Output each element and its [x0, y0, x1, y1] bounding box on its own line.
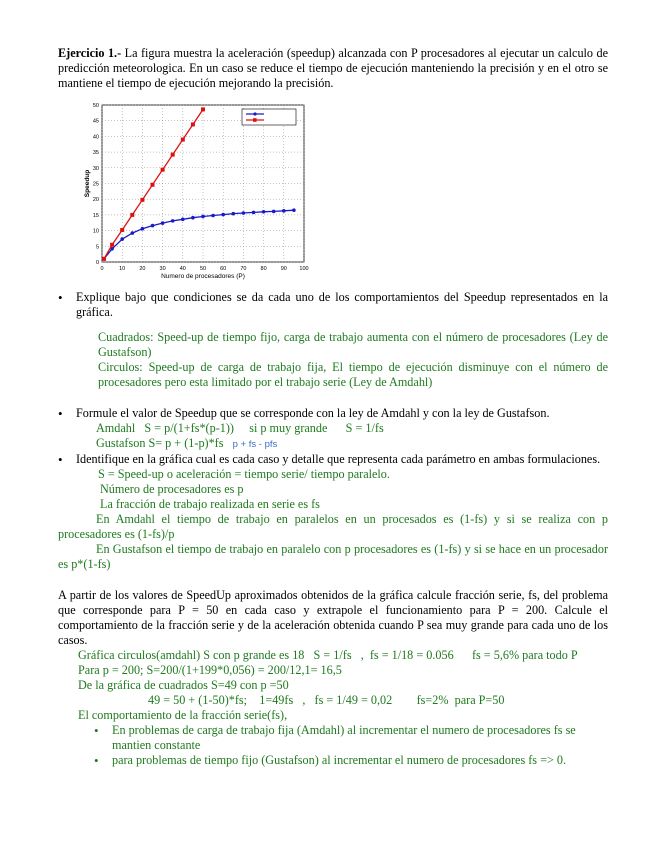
data-point — [110, 243, 114, 247]
question-2-text: Formule el valor de Speedup que se corresponde con la ley de Amdahl y con la ley de Gustafson. — [76, 406, 550, 420]
x-tick-label: 20 — [139, 266, 146, 272]
list-item-text: En problemas de carga de trabajo fija (Amdahl) al incrementar el numero de procesadores fs se mantien constante — [112, 723, 576, 752]
data-point — [252, 211, 256, 215]
data-point — [262, 210, 266, 214]
question-1 — [58, 290, 608, 320]
data-point — [151, 183, 155, 187]
x-tick-label: 40 — [179, 266, 186, 272]
list-item-text: para problemas de tiempo fijo (Gustafson) al incrementar el numero de procesadores fs => 0. — [112, 753, 567, 767]
data-point — [191, 122, 195, 126]
answer-p200: Para p = 200; S=200/(1+199*0,056) = 200/12,1= 16,5 — [78, 663, 342, 677]
y-tick-label: 20 — [92, 197, 99, 204]
data-point — [282, 209, 286, 213]
y-tick-label: 40 — [92, 134, 99, 141]
data-point — [211, 214, 215, 218]
answer-cuadrados: Cuadrados: Speed-up de tiempo fijo, carga de trabajo aumenta con el número de procesadores (Ley de Gustafson) — [98, 330, 608, 359]
list-item — [94, 723, 608, 753]
question-1-text: Explique bajo que condiciones se da cada uno de los comportamientos del Speedup representados en la gráfica. — [76, 290, 608, 319]
data-point — [221, 213, 225, 217]
x-tick-label: 0 — [100, 266, 104, 272]
y-tick-label: 0 — [95, 260, 99, 266]
y-tick-label: 50 — [92, 103, 99, 109]
data-point — [161, 168, 165, 172]
data-point — [292, 208, 296, 212]
gustafson-line — [96, 436, 608, 452]
list-item — [94, 753, 608, 768]
x-tick-label: 50 — [199, 266, 207, 272]
answer-amdahl-detail: En Amdahl el tiempo de trabajo en paralelos en un procesados es (1-fs) y si se realiza con p procesadores es (1-fs)/p — [58, 512, 608, 541]
answer-processors-def: Número de procesadores es p — [100, 482, 244, 496]
question-3 — [58, 452, 608, 467]
data-point — [151, 224, 155, 228]
gustafson-note: p + fs - pfs — [232, 439, 278, 450]
data-point — [272, 210, 276, 214]
question-2 — [58, 406, 608, 421]
answer-fs-behaviour: El comportamiento de la fracción serie(fs), — [78, 708, 288, 722]
y-axis-label: Speedup — [84, 169, 91, 198]
data-point — [181, 138, 185, 142]
data-point — [140, 198, 144, 202]
exercise-intro-text: La figura muestra la aceleración (speedup) alcanzada con P procesadores al ejecutar un calculo de predicción meteorologica. En un caso se reduce el tiempo de ejecución manteniendo la precisión y en el otro se mantiene el tiempo de ejecución mejorando la precisión. — [58, 46, 608, 90]
data-point — [102, 257, 106, 261]
x-tick-label: 30 — [159, 266, 166, 272]
bullet-icon: • — [94, 723, 99, 738]
legend-box — [242, 109, 296, 125]
bullet-icon: • — [94, 753, 99, 768]
data-point — [161, 221, 165, 225]
answer-cuadrados-s: De la gráfica de cuadrados S=49 con p =50 — [78, 678, 289, 692]
y-tick-label: 30 — [92, 165, 99, 172]
exercise-intro — [58, 46, 608, 91]
x-tick-label: 90 — [280, 266, 287, 272]
question-4-text: A partir de los valores de SpeedUp aproximados obtenidos de la gráfica calcule fracción serie, fs, del problema que corresponde para P = 50 en cada caso y extrapole el funcionamiento para P = 200. Calcule el comportamiento de la fracción serie y de la aceleración obtenida cuando P sea muy grande para cada uno de los casos. — [58, 588, 608, 647]
data-point — [120, 228, 124, 232]
exercise-heading: Ejercicio 1.- — [58, 46, 122, 60]
x-tick-label: 80 — [260, 266, 267, 272]
legend-marker — [253, 112, 256, 115]
x-tick-label: 70 — [240, 266, 247, 272]
bullet-icon: • — [58, 406, 63, 421]
answer-cuadrados-fs: 49 = 50 + (1-50)*fs; 1=49fs , fs = 1/49 = 0,02 fs=2% para P=50 — [148, 693, 505, 707]
data-point — [201, 107, 205, 111]
bullet-icon: • — [58, 290, 63, 305]
x-tick-label: 10 — [119, 266, 126, 272]
data-point — [131, 231, 135, 235]
answer-gustafson-detail: En Gustafson el tiempo de trabajo en paralelo con p procesadores es (1-fs) y si se hace en un procesador es p*(1-fs) — [58, 542, 608, 571]
y-tick-label: 5 — [95, 244, 99, 251]
y-tick-label: 10 — [92, 228, 99, 235]
x-tick-label: 100 — [299, 266, 309, 272]
data-point — [171, 219, 175, 223]
answer-fs-def: La fracción de trabajo realizada en serie es fs — [100, 497, 320, 511]
amdahl-formula: Amdahl S = p/(1+fs*(p-1)) si p muy grande S = 1/fs — [96, 421, 384, 435]
data-point — [201, 215, 205, 219]
bullet-icon: • — [58, 452, 63, 467]
y-tick-label: 25 — [92, 181, 99, 188]
speedup-chart-svg — [82, 99, 322, 284]
answer-speedup-def: S = Speed-up o aceleración = tiempo serie/ tiempo paralelo. — [98, 467, 390, 481]
x-axis-label: Numero de procesadores (P) — [161, 273, 245, 280]
answer-circulos-fs: Gráfica circulos(amdahl) S con p grande es 18 S = 1/fs , fs = 1/18 = 0.056 fs = 5,6% para todo P — [78, 648, 578, 662]
question-3-text: Identifique en la gráfica cual es cada caso y detalle que representa cada parámetro en ambas formulaciones. — [76, 452, 601, 466]
y-tick-label: 15 — [92, 212, 99, 219]
data-point — [171, 153, 175, 157]
answer-circulos: Circulos: Speed-up de carga de trabajo fija, El tiempo de ejecución disminuye con el número de procesadores pero esta limitado por el trabajo serie (Ley de Amdahl) — [98, 360, 608, 389]
data-point — [181, 217, 185, 221]
speedup-chart — [82, 99, 322, 284]
data-point — [130, 213, 134, 217]
document-page — [58, 46, 608, 768]
data-point — [191, 216, 195, 220]
data-point — [242, 211, 246, 215]
behaviour-list — [94, 723, 608, 768]
data-point — [232, 212, 236, 216]
gustafson-formula: Gustafson S= p + (1-p)*fs — [96, 436, 224, 450]
y-tick-label: 35 — [92, 150, 99, 157]
data-point — [141, 227, 145, 231]
data-point — [120, 237, 124, 241]
y-tick-label: 45 — [92, 118, 99, 125]
legend-marker — [253, 118, 257, 122]
x-tick-label: 60 — [220, 266, 227, 272]
